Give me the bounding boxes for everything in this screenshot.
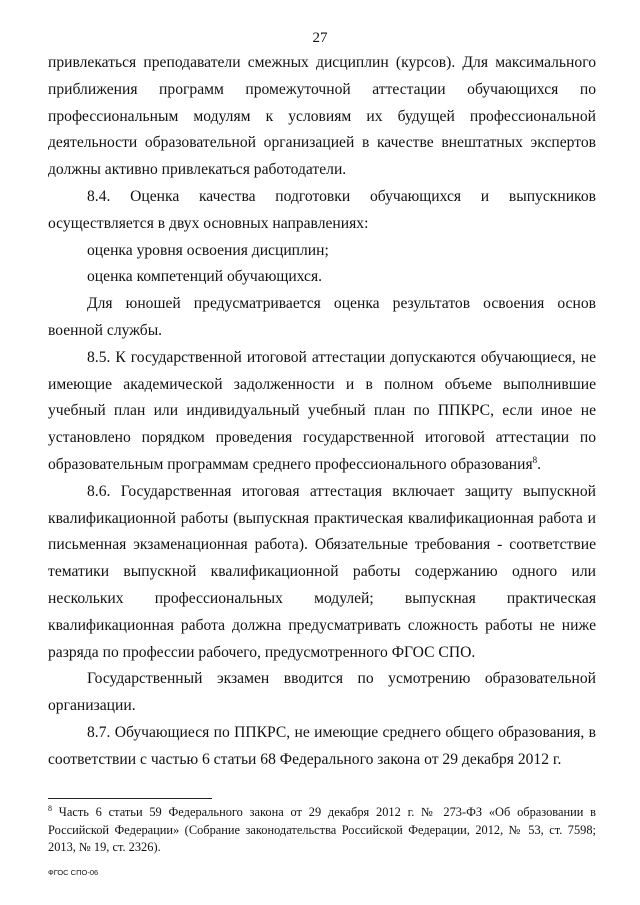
paragraph-8-4: 8.4. Оценка качества подготовки обучающихся и выпускников осуществляется в двух основных направлениях: xyxy=(48,187,596,232)
list-item-competencies: оценка компетенций обучающихся. xyxy=(87,268,323,286)
footnote-ref[interactable]: 8 xyxy=(532,454,538,465)
footnote-divider xyxy=(48,798,212,799)
footer-code: ФГОС СПО-06 xyxy=(48,868,99,877)
paragraph-military: Для юношей предусматривается оценка результатов освоения основ военной службы. xyxy=(48,295,596,339)
paragraph-8-5-text: 8.5. К государственной итоговой аттестации допускаются обучающиеся, не имеющие академической задолженности и в полном объеме выполнившие учебный план или индивидуальный учебный план по ППКРС, если иное не установлено порядком проведения государственной итоговой аттестации по образовательным программам среднего профессионального образования xyxy=(48,348,596,473)
paragraph-8-6: 8.6. Государственная итоговая аттестация включает защиту выпускной квалификационной работы (выпускная практическая квалификационная работа и письменная экзаменационная работа). Обязательные требования - соответствие тематики выпускной квалификационной работы содержанию одного или нескольких профессиональных модулей; выпускная практическая квалификационная работа должна предусматривать сложность работы не ниже разряда по профессии рабочего, предусмотренного ФГОС СПО. xyxy=(48,482,596,661)
paragraph-state-exam: Государственный экзамен вводится по усмотрению образовательной организации. xyxy=(48,670,596,715)
paragraph-8-5-tail: . xyxy=(537,455,542,473)
page-number: 27 xyxy=(312,30,328,46)
footnote-marker: 8 xyxy=(48,803,52,813)
footnote xyxy=(48,804,596,857)
paragraph-continuation: привлекаться преподаватели смежных дисциплин (курсов). Для максимального приближения программ промежуточной аттестации обучающихся по профессиональным модулям к условиям их будущей профессиональной деятельности образовательной организацией в качестве внештатных экспертов должны активно привлекаться работодатели. xyxy=(48,54,596,179)
list-item-disciplines: оценка уровня освоения дисциплин; xyxy=(87,241,329,259)
body-text xyxy=(48,50,596,774)
footnote-text: Часть 6 статьи 59 Федерального закона от 29 декабря 2012 г. № 273-ФЗ «Об образовании в Российской Федерации» (Собрание законодательства Российской Федерации, 2012, № 53, ст. 7598; 2013, № 19, ст. 2326). xyxy=(48,805,596,854)
paragraph-8-7: 8.7. Обучающиеся по ППКРС, не имеющие среднего общего образования, в соответствии с частью 6 статьи 68 Федерального закона от 29 декабря 2012 г. xyxy=(48,723,596,768)
paragraph-8-5 xyxy=(48,345,596,479)
